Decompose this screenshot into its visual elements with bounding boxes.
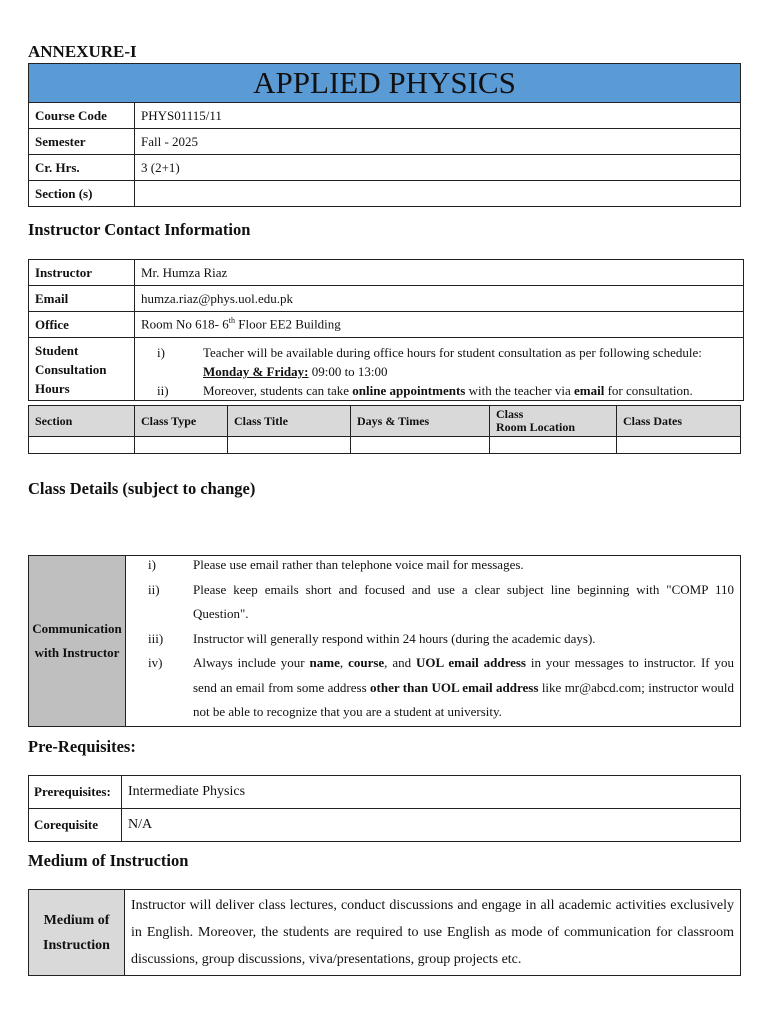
medium-text: Instructor will deliver class lectures, conduct discussions and engage in all academic activities exclusively in English. Moreover, the students are required to use English as mode of communication for classroom discussions, group discussions, viva/presentations, group projects etc. — [125, 890, 741, 976]
list-text — [203, 381, 763, 400]
instructor-label: Instructor — [29, 260, 135, 286]
email-value: humza.riaz@phys.uol.edu.pk — [135, 286, 744, 312]
text: Teacher will be available during office hours for student consultation as per following schedule: — [203, 345, 702, 360]
class-details-heading: Class Details (subject to change) — [28, 479, 256, 498]
text: , — [339, 655, 349, 671]
consultation-label — [29, 338, 135, 401]
course-title: APPLIED PHYSICS — [29, 64, 741, 103]
credit-hours-value: 3 (2+1) — [135, 155, 741, 181]
bold-text: other than UOL email address — [370, 679, 539, 695]
label-line: Communication — [32, 621, 122, 636]
list-number: iv) — [148, 655, 163, 671]
empty-cell — [617, 437, 741, 454]
office-value — [135, 312, 744, 338]
office-text-suffix: Floor EE2 Building — [234, 316, 341, 332]
label-line: Instruction — [43, 937, 110, 953]
list-number: ii) — [157, 383, 169, 398]
consult-label-line: Student — [35, 342, 79, 358]
course-code-value: PHYS01115/11 — [135, 103, 741, 129]
consultation-details — [135, 338, 744, 401]
list-text: Please keep emails short and focused and use a clear subject line beginning with "COMP 110 Question". — [193, 581, 734, 622]
header-line: Class — [496, 407, 524, 421]
table-row — [29, 809, 741, 842]
table-row — [29, 776, 741, 809]
list-item — [126, 627, 734, 652]
consult-label-line: Hours — [35, 380, 70, 396]
medium-label — [29, 890, 125, 976]
section-schedule-table — [28, 405, 741, 454]
instructor-table — [28, 259, 744, 401]
section-value — [135, 181, 741, 207]
empty-cell — [490, 437, 617, 454]
communication-label — [29, 556, 126, 727]
header-line: Room Location — [496, 420, 575, 434]
header-class-title: Class Title — [228, 406, 351, 437]
medium-heading: Medium of Instruction — [28, 851, 189, 870]
office-text: Room No 618- 6 — [141, 316, 229, 332]
office-label: Office — [29, 312, 135, 338]
semester-label: Semester — [29, 129, 135, 155]
bold-text: course — [348, 655, 385, 671]
section-label: Section (s) — [29, 181, 135, 207]
list-number: i) — [157, 345, 165, 360]
semester-row — [29, 129, 741, 155]
header-days-times: Days & Times — [351, 406, 490, 437]
text: for consultation. — [604, 383, 693, 398]
text: Moreover, students can take — [203, 383, 353, 398]
bold-text: email — [574, 383, 605, 398]
bold-text: UOL email address — [416, 655, 526, 671]
consult-label-line: Consultation — [35, 361, 107, 377]
header-class-type: Class Type — [135, 406, 228, 437]
text: in your messages to instructor. If you send an email from some address — [193, 655, 735, 695]
empty-cell — [29, 437, 135, 454]
label-line: Medium of — [43, 912, 110, 928]
office-sup: th — [228, 316, 235, 326]
instructor-value: Mr. Humza Riaz — [135, 260, 744, 286]
email-label: Email — [29, 286, 135, 312]
text: 09:00 to 13:00 — [308, 364, 388, 379]
header-section: Section — [29, 406, 135, 437]
header-class-dates: Class Dates — [617, 406, 741, 437]
prerequisites-table — [28, 775, 741, 842]
text: with the teacher via — [465, 383, 575, 398]
credit-hours-row — [29, 155, 741, 181]
annexure-label: ANNEXURE-I — [28, 42, 137, 61]
table-row — [29, 437, 741, 454]
contact-heading: Instructor Contact Information — [28, 220, 251, 239]
label-line: with Instructor — [34, 645, 120, 660]
bold-text: Monday & Friday: — [203, 364, 309, 379]
corequisite-value: N/A — [122, 809, 741, 842]
corequisite-label: Corequisite — [29, 809, 122, 842]
list-text — [203, 343, 743, 381]
list-number: ii) — [148, 581, 160, 597]
communication-list — [126, 556, 741, 727]
prerequisites-value: Intermediate Physics — [122, 776, 741, 809]
list-text — [193, 651, 734, 725]
semester-value: Fall - 2025 — [135, 129, 741, 155]
course-info-table — [28, 63, 741, 207]
list-number: i) — [148, 557, 156, 573]
list-item — [126, 651, 734, 725]
communication-table — [28, 555, 741, 727]
course-code-row — [29, 103, 741, 129]
list-item — [126, 553, 734, 578]
text: like mr@abcd.com; instructor would not be able to recognize that you are a student at university. — [193, 679, 734, 720]
bold-text: name — [309, 655, 340, 671]
list-text: Instructor will generally respond within 24 hours (during the academic days). — [193, 630, 596, 646]
section-row — [29, 181, 741, 207]
course-code-label: Course Code — [29, 103, 135, 129]
header-room-location — [490, 406, 617, 437]
bold-text: online appointments — [352, 383, 466, 398]
medium-table — [28, 889, 741, 976]
text: , and — [384, 655, 417, 671]
prerequisites-heading: Pre-Requisites: — [28, 737, 136, 756]
list-item — [126, 578, 734, 627]
empty-cell — [228, 437, 351, 454]
empty-cell — [135, 437, 228, 454]
prerequisites-label: Prerequisites: — [29, 776, 122, 809]
text: Always include your — [193, 655, 310, 671]
list-text: Please use email rather than telephone voice mail for messages. — [193, 557, 524, 573]
empty-cell — [351, 437, 490, 454]
list-number: iii) — [148, 630, 164, 646]
credit-hours-label: Cr. Hrs. — [29, 155, 135, 181]
